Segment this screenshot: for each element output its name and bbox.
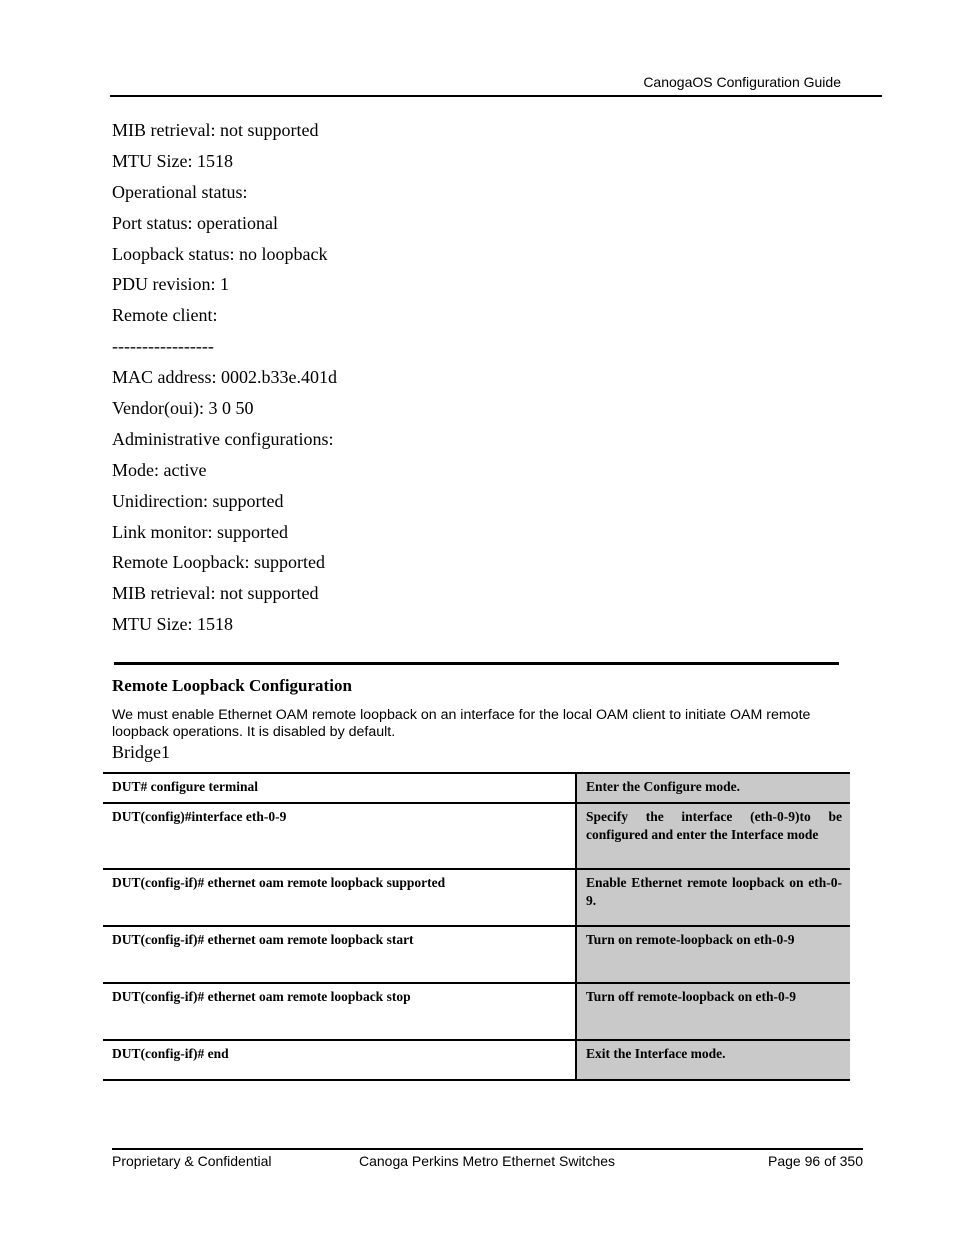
- status-line: MIB retrieval: not supported: [112, 583, 319, 604]
- description-cell: Enter the Configure mode.: [576, 773, 850, 803]
- command-cell: DUT(config-if)# end: [103, 1040, 576, 1080]
- table-row: [103, 983, 850, 1040]
- description-cell: Specify the interface (eth-0-9)to be configured and enter the Interface mode: [576, 803, 850, 869]
- command-cell: DUT(config-if)# ethernet oam remote loopback supported: [103, 869, 576, 926]
- table-row: [103, 869, 850, 926]
- footer-rule: [112, 1148, 863, 1150]
- status-line: Mode: active: [112, 459, 207, 480]
- header-rule: [110, 95, 882, 97]
- header-title: CanogaOS Configuration Guide: [643, 74, 841, 90]
- table-row: [103, 803, 850, 869]
- footer-page-number: Page 96 of 350: [768, 1153, 863, 1169]
- device-label: Bridge1: [112, 742, 170, 762]
- command-cell: DUT# configure terminal: [103, 773, 576, 803]
- status-line: Port status: operational: [112, 212, 278, 233]
- status-output: [112, 118, 337, 643]
- command-table: [103, 772, 850, 1081]
- status-line: MTU Size: 1518: [112, 150, 233, 171]
- status-line: MTU Size: 1518: [112, 614, 233, 635]
- footer-confidentiality: Proprietary & Confidential: [112, 1153, 272, 1169]
- status-line: Link monitor: supported: [112, 521, 288, 542]
- status-line: Remote Loopback: supported: [112, 552, 325, 573]
- description-cell: Turn on remote-loopback on eth-0-9: [576, 926, 850, 983]
- status-line: Unidirection: supported: [112, 490, 284, 511]
- status-line: MAC address: 0002.b33e.401d: [112, 367, 337, 388]
- status-line: Loopback status: no loopback: [112, 243, 328, 264]
- section-intro: We must enable Ethernet OAM remote loopback on an interface for the local OAM client to initiate OAM remote loopback operations. It is disabled by default.: [112, 707, 811, 740]
- footer-product: Canoga Perkins Metro Ethernet Switches: [359, 1153, 616, 1169]
- status-line: Vendor(oui): 3 0 50: [112, 398, 254, 419]
- command-cell: DUT(config-if)# ethernet oam remote loopback start: [103, 926, 576, 983]
- command-cell: DUT(config-if)# ethernet oam remote loopback stop: [103, 983, 576, 1040]
- status-line: MIB retrieval: not supported: [112, 120, 319, 140]
- command-cell: DUT(config)#interface eth-0-9: [103, 803, 576, 869]
- status-line: PDU revision: 1: [112, 274, 229, 295]
- status-line: -----------------: [112, 336, 214, 357]
- status-line: Administrative configurations:: [112, 428, 334, 449]
- status-line: Remote client:: [112, 305, 218, 326]
- description-cell: Turn off remote-loopback on eth-0-9: [576, 983, 850, 1040]
- table-row: [103, 926, 850, 983]
- table-row: [103, 773, 850, 803]
- status-line: Operational status:: [112, 181, 248, 202]
- table-row: [103, 1040, 850, 1080]
- description-cell: Enable Ethernet remote loopback on eth-0-9.: [576, 869, 850, 926]
- section-divider: [114, 662, 839, 665]
- description-cell: Exit the Interface mode.: [576, 1040, 850, 1080]
- section-heading: Remote Loopback Configuration: [112, 676, 352, 695]
